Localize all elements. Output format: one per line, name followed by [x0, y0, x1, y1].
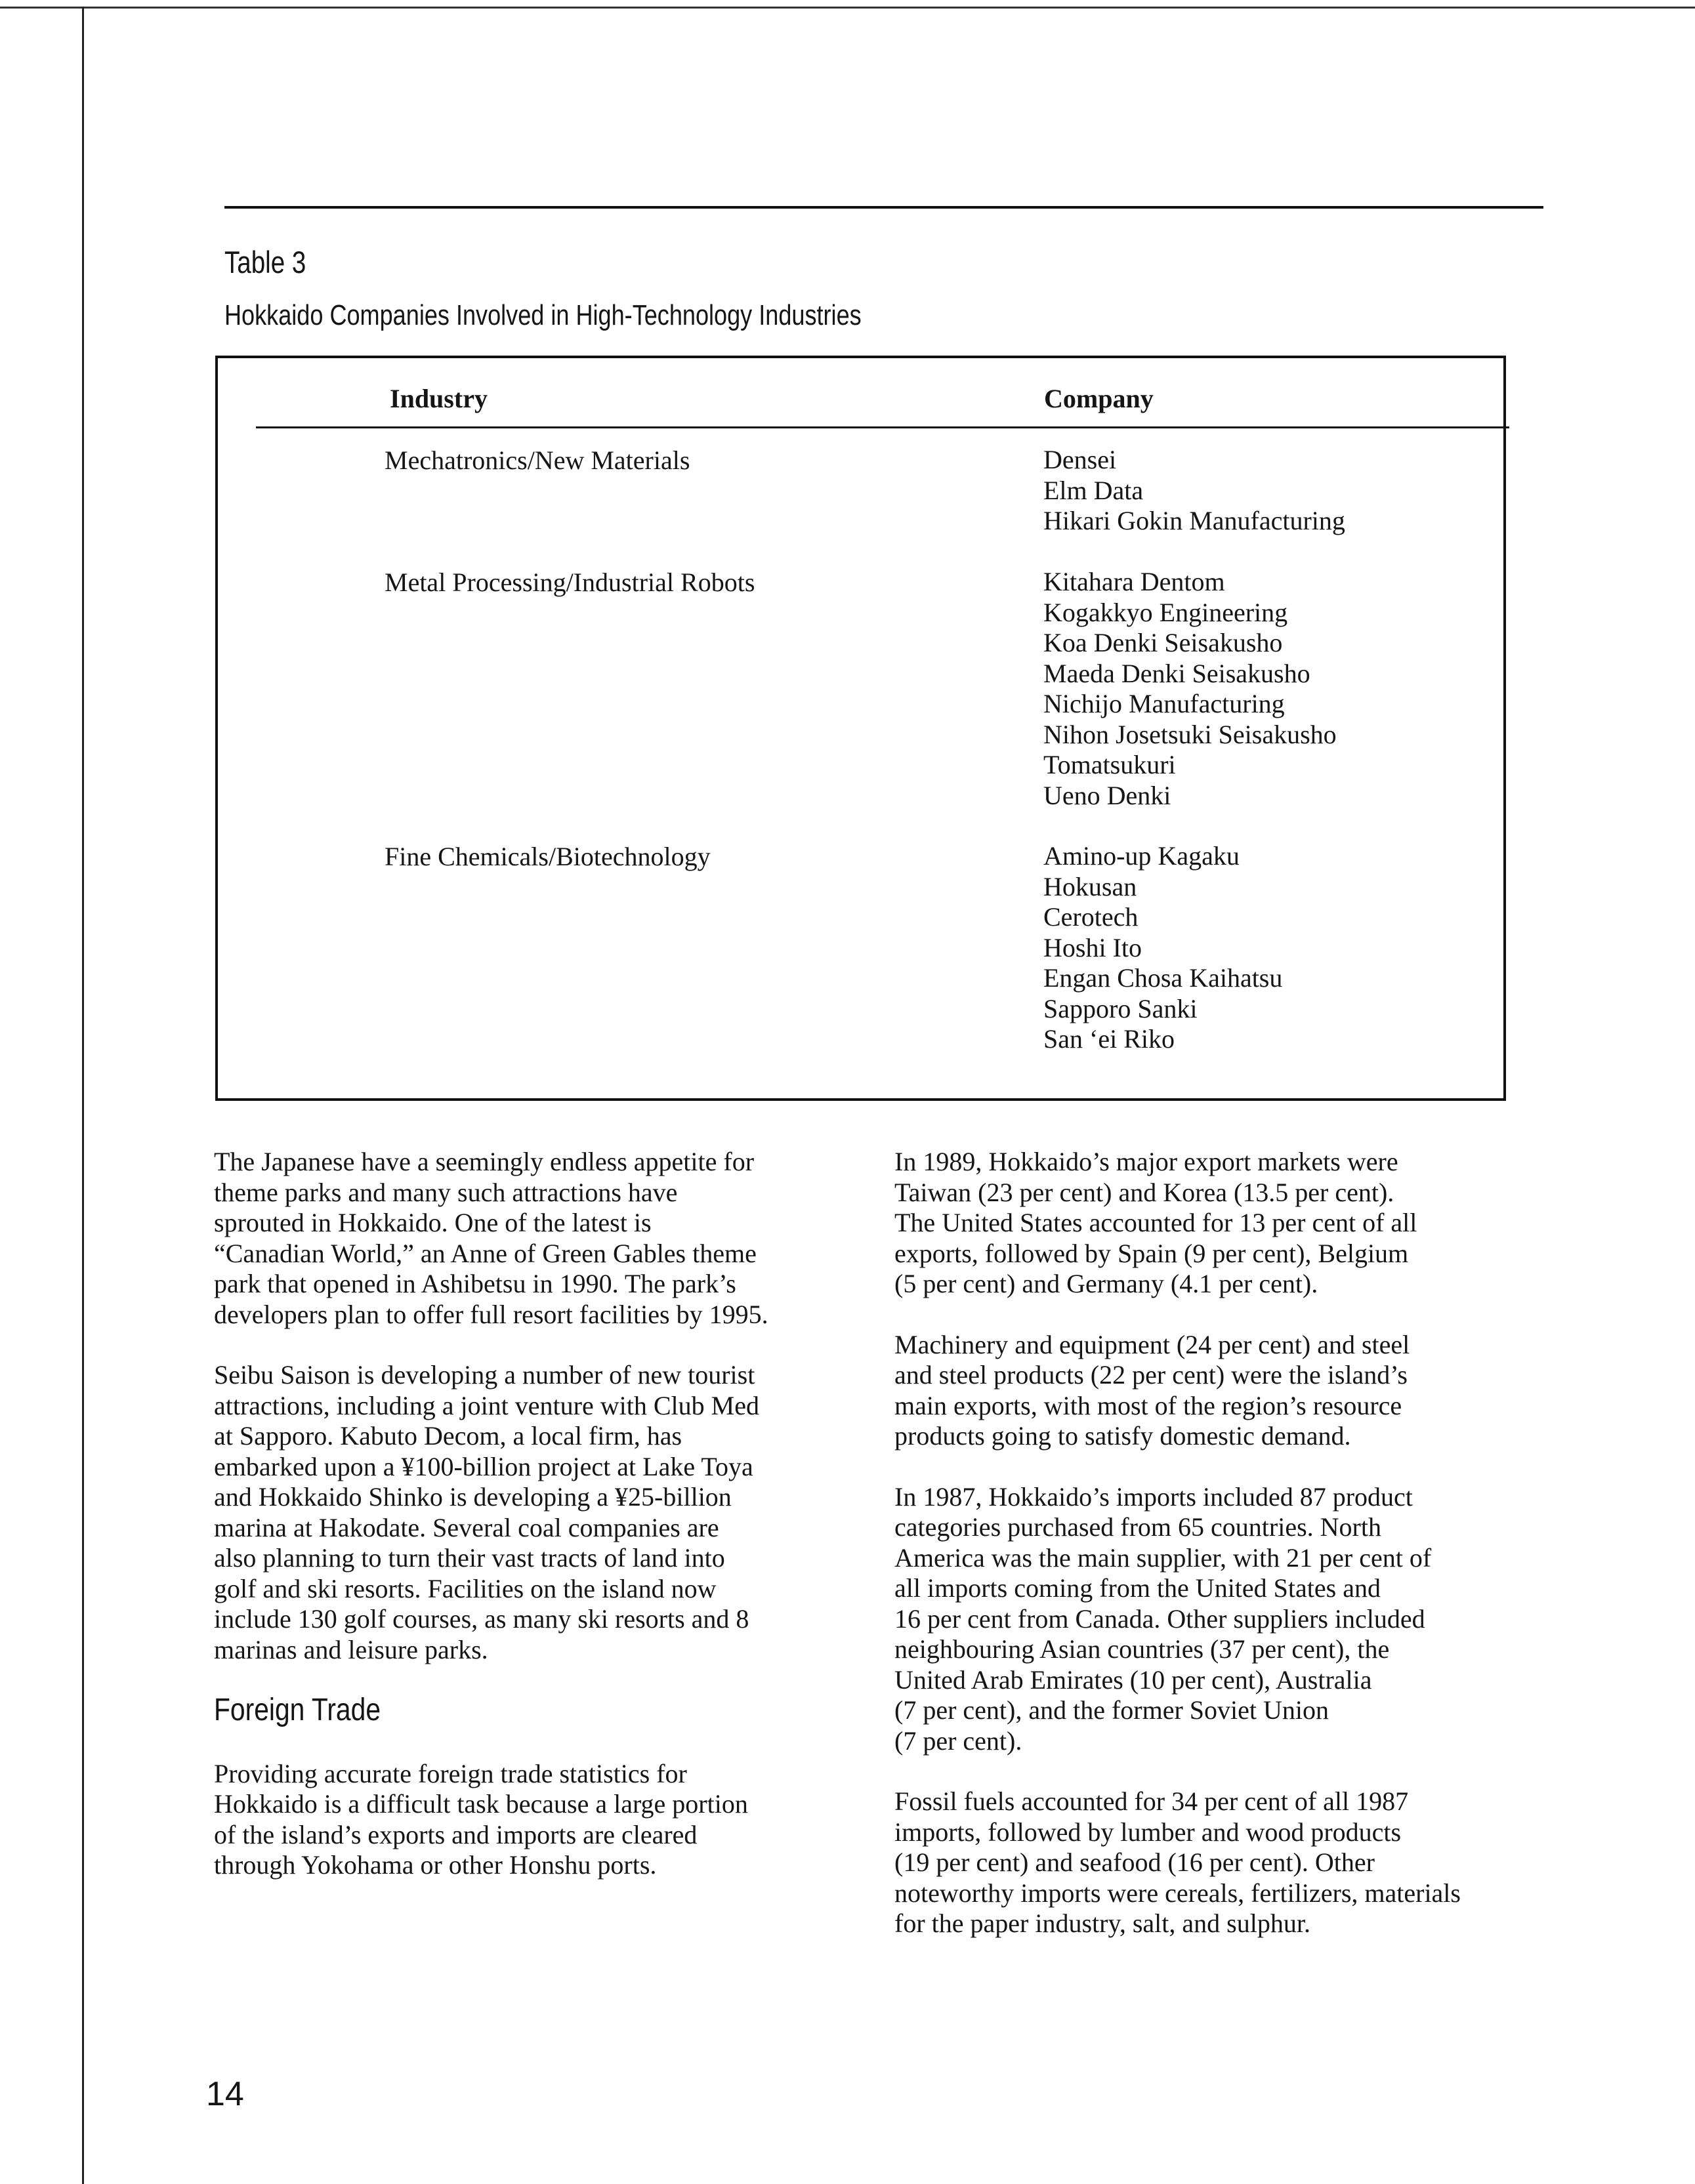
text-line: and steel products (22 per cent) were the island’s: [894, 1360, 1408, 1390]
text-line: of the island’s exports and imports are cleared: [214, 1819, 698, 1849]
text-line: and Hokkaido Shinko is developing a ¥25-billion: [214, 1482, 732, 1512]
company-cell: Sapporo Sanki: [1043, 993, 1198, 1023]
text-line: (7 per cent), and the former Soviet Union: [894, 1695, 1329, 1725]
text-line: (5 per cent) and Germany (4.1 per cent).: [894, 1269, 1318, 1298]
left-column: [214, 1147, 870, 1911]
text-line: Machinery and equipment (24 per cent) and steel: [894, 1329, 1410, 1359]
company-cell: Hikari Gokin Manufacturing: [1043, 506, 1345, 535]
company-cell: San ‘ei Riko: [1043, 1024, 1175, 1054]
company-cell: Hokusan: [1043, 871, 1137, 901]
company-cell: Koa Denki Seisakusho: [1043, 628, 1283, 657]
text-line: attractions, including a joint venture with Club Med: [214, 1390, 759, 1420]
text-line: The Japanese have a seemingly endless appetite for: [214, 1147, 755, 1176]
text-line: golf and ski resorts. Facilities on the island now: [214, 1573, 717, 1603]
text-line: (7 per cent).: [894, 1725, 1022, 1756]
company-cell: Maeda Denki Seisakusho: [1043, 658, 1310, 688]
text-line: sprouted in Hokkaido. One of the latest is: [214, 1208, 652, 1237]
header-industry: Industry: [390, 384, 488, 413]
text-line: also planning to turn their vast tracts of land into: [214, 1543, 725, 1573]
text-line: 16 per cent from Canada. Other suppliers included: [894, 1603, 1425, 1634]
company-cell: Cerotech: [1043, 902, 1139, 932]
text-line: main exports, with most of the region’s resource: [894, 1390, 1402, 1420]
text-line: imports, followed by lumber and wood products: [894, 1817, 1402, 1847]
text-line: marina at Hakodate. Several coal companies are: [214, 1512, 719, 1542]
text-line: (19 per cent) and seafood (16 per cent). Other: [894, 1847, 1375, 1877]
text-line: Hokkaido is a difficult task because a large portion: [214, 1789, 748, 1819]
text-line: marinas and leisure parks.: [214, 1634, 488, 1664]
paragraph-main-exports: [894, 1330, 1551, 1452]
header-company: Company: [1044, 384, 1154, 413]
text-line: Fossil fuels accounted for 34 per cent of all 1987: [894, 1786, 1409, 1816]
paragraph-resorts: [214, 1360, 870, 1665]
paragraph-fossil-fuels: [894, 1786, 1551, 1939]
text-line: categories purchased from 65 countries. North: [894, 1512, 1381, 1542]
table-title: Hokkaido Companies Involved in High-Technology Industries: [224, 299, 862, 331]
company-cell: Kogakkyo Engineering: [1043, 597, 1288, 627]
text-line: through Yokohama or other Honshu ports.: [214, 1850, 657, 1880]
table-label: Table 3: [224, 245, 306, 279]
scan-edge-left: [82, 7, 84, 2184]
text-line: exports, followed by Spain (9 per cent), Belgium: [894, 1238, 1409, 1268]
text-line: “Canadian World,” an Anne of Green Gables theme: [214, 1238, 757, 1268]
company-cell: Kitahara Dentom: [1043, 567, 1225, 596]
text-line: include 130 golf courses, as many ski resorts and 8: [214, 1604, 749, 1634]
text-line: at Sapporo. Kabuto Decom, a local firm, has: [214, 1421, 682, 1451]
company-list: [1043, 445, 1345, 537]
company-list: [1043, 567, 1337, 811]
company-cell: Hoshi Ito: [1043, 932, 1142, 962]
company-list: [1043, 841, 1282, 1055]
industry-cell: Fine Chemicals/Biotechnology: [385, 842, 711, 871]
text-line: products going to satisfy domestic demand.: [894, 1421, 1351, 1451]
text-line: embarked upon a ¥100-billion project at Lake Toya: [214, 1451, 753, 1481]
company-cell: Ueno Denki: [1043, 780, 1171, 810]
text-line: In 1987, Hokkaido’s imports included 87 product: [894, 1481, 1413, 1512]
text-line: theme parks and many such attractions have: [214, 1177, 678, 1207]
text-line: In 1989, Hokkaido’s major export markets were: [894, 1147, 1398, 1176]
company-cell: Densei: [1043, 445, 1117, 474]
text-line: Providing accurate foreign trade statistics for: [214, 1758, 687, 1788]
page-number: 14: [206, 2075, 244, 2113]
text-line: for the paper industry, salt, and sulphur.: [894, 1908, 1310, 1938]
text-line: developers plan to offer full resort facilities by 1995.: [214, 1299, 768, 1329]
company-cell: Engan Chosa Kaihatsu: [1043, 963, 1283, 993]
paragraph-imports: [894, 1482, 1551, 1757]
company-cell: Nichijo Manufacturing: [1043, 689, 1285, 718]
paragraph-export-markets: [894, 1147, 1551, 1300]
company-cell: Elm Data: [1043, 475, 1144, 505]
section-heading: Foreign Trade: [214, 1693, 381, 1727]
header-rule: [256, 426, 1509, 428]
text-line: The United States accounted for 13 per cent of all: [894, 1208, 1417, 1237]
table-header-row: [256, 383, 1509, 422]
text-line: America was the main supplier, with 21 per cent of: [894, 1542, 1432, 1573]
text-line: neighbouring Asian countries (37 per cent), the: [894, 1634, 1390, 1664]
text-line: noteworthy imports were cereals, fertilizers, materials: [894, 1878, 1461, 1908]
company-cell: Tomatsukuri: [1043, 750, 1176, 779]
company-cell: Nihon Josetsuki Seisakusho: [1043, 719, 1337, 749]
text-line: Seibu Saison is developing a number of new tourist: [214, 1360, 755, 1390]
scan-edge-top: [0, 7, 1695, 9]
industry-cell: Metal Processing/Industrial Robots: [385, 567, 755, 597]
company-table: [215, 356, 1506, 1101]
top-rule: [224, 206, 1543, 209]
paragraph-theme-parks: [214, 1147, 870, 1330]
text-line: Taiwan (23 per cent) and Korea (13.5 per cent).: [894, 1177, 1394, 1207]
text-line: park that opened in Ashibetsu in 1990. The park’s: [214, 1269, 736, 1298]
right-column: [894, 1147, 1551, 1969]
company-cell: Amino-up Kagaku: [1043, 841, 1240, 871]
industry-cell: Mechatronics/New Materials: [385, 445, 690, 475]
text-line: United Arab Emirates (10 per cent), Australia: [894, 1664, 1372, 1695]
text-line: all imports coming from the United States and: [894, 1573, 1381, 1603]
paragraph-trade-statistics: [214, 1759, 870, 1881]
